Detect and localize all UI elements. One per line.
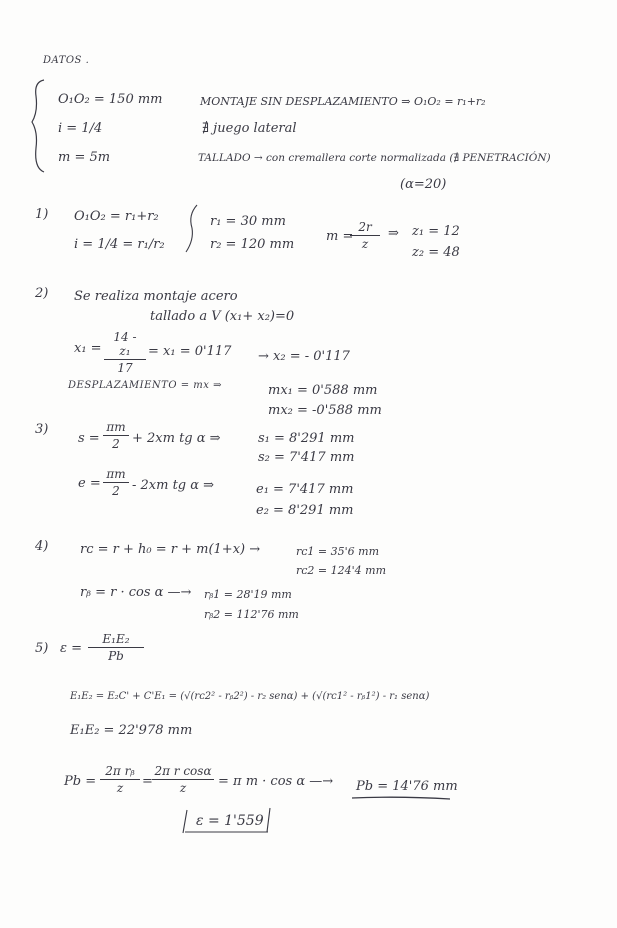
step-number-1: 1) [35, 207, 49, 222]
s3-e-formula-rest: - 2xm tg α ⇒ [132, 478, 215, 493]
s2-x2-result: → x₂ = - 0'117 [258, 349, 350, 364]
s5-pb-value: Pb = 14'76 mm [356, 779, 458, 794]
s5-pb-fraction-1 [100, 764, 140, 795]
s5-eps-numerator: E₁E₂ [88, 632, 144, 648]
s2-x1-numerator: 14 - z₁ [104, 330, 146, 360]
s2-x1-fraction [104, 330, 146, 375]
s5-eps-fraction [88, 632, 144, 663]
s4-rc-formula: rᴄ = r + h₀ = r + m(1+x) → [80, 542, 261, 557]
s5-pb-fraction-2 [152, 764, 214, 795]
datos-tallado: TALLADO → con cremallera corte normalizada (∄ PENETRACIÓN) [198, 152, 551, 164]
s1-m-lhs: m = [326, 229, 354, 244]
s1-m-fraction [350, 220, 380, 251]
s3-e-numerator: πm [103, 467, 129, 483]
step-number-5: 5) [35, 641, 49, 656]
datos-montaje: MONTAJE SIN DESPLAZAMIENTO ⇒ O₁O₂ = r₁+r₂ [200, 95, 486, 108]
s4-rc2: rᴄ2 = 124'4 mm [296, 564, 387, 577]
s3-e-lhs: e = [78, 476, 101, 491]
s1-center-distance: O₁O₂ = r₁+r₂ [74, 209, 159, 224]
s5-eps-denominator: Pb [108, 649, 124, 663]
s5-pb-formula-rest: = π m · cos α —→ [218, 774, 334, 789]
step-number-4: 4) [35, 539, 49, 554]
s5-eps-lhs: ε = [60, 641, 83, 656]
s5-pb-denominator-1: z [116, 781, 124, 795]
s2-mx1: mx₁ = 0'588 mm [268, 383, 378, 398]
step-number-2: 2) [35, 286, 49, 301]
s3-s-fraction [103, 420, 129, 451]
s3-s-denominator: 2 [112, 437, 120, 451]
s2-text-line2: tallado a V (x₁+ x₂)=0 [150, 309, 295, 324]
s3-e-fraction [103, 467, 129, 498]
s3-e1: e₁ = 7'417 mm [256, 482, 354, 497]
equals-sign: = [142, 774, 153, 789]
datos-ratio: i = 1/4 [58, 121, 103, 136]
s4-rc1: rᴄ1 = 35'6 mm [296, 545, 380, 558]
s3-s2: s₂ = 7'417 mm [258, 450, 355, 465]
s2-x1-result: = x₁ = 0'117 [148, 344, 232, 359]
s3-s1: s₁ = 8'291 mm [258, 431, 355, 446]
s5-pb-denominator-2: z [179, 781, 187, 795]
s5-e1e2-value: E₁E₂ = 22'978 mm [70, 723, 193, 738]
s1-z1: z₁ = 12 [412, 224, 460, 239]
step-number-3: 3) [35, 422, 49, 437]
s5-pb-numerator-1: 2π rᵦ [100, 764, 140, 780]
implies-arrow: ⇒ [388, 226, 399, 241]
s5-pb-lhs: Pb = [64, 774, 97, 789]
s2-x1-denominator: 17 [117, 361, 133, 375]
s2-x1-lhs: x₁ = [74, 341, 102, 356]
datos-pressure-angle: (α=20) [400, 177, 447, 192]
s4-rb1: rᵦ1 = 28'19 mm [204, 588, 292, 601]
s4-rb-formula: rᵦ = r · cos α —→ [80, 585, 192, 600]
datos-center-distance: O₁O₂ = 150 mm [58, 92, 163, 107]
s1-z2: z₂ = 48 [412, 245, 460, 260]
s5-contact-ratio-result: ε = 1'559 [196, 813, 264, 829]
s3-e-denominator: 2 [112, 484, 120, 498]
s3-s-lhs: s = [78, 431, 100, 446]
s1-ratio: i = 1/4 = r₁/r₂ [74, 237, 165, 252]
s1-r1: r₁ = 30 mm [210, 214, 286, 229]
s2-mx2: mx₂ = -0'588 mm [268, 403, 382, 418]
s1-m-numerator: 2r [350, 220, 380, 236]
datos-juego: ∄ juego lateral [202, 121, 297, 136]
s3-s-numerator: πm [103, 420, 129, 436]
s1-m-denominator: z [361, 237, 369, 251]
s3-s-formula-rest: + 2xm tg α ⇒ [132, 431, 221, 446]
s3-e2: e₂ = 8'291 mm [256, 503, 354, 518]
s5-e1e2-formula: E₁E₂ = E₂C' + C'E₁ = (√(rᴄ2² - rᵦ2²) - r₂ senα) + (√(rᴄ1² - rᵦ1²) - r₁ senα) [70, 691, 430, 702]
s2-text-line1: Se realiza montaje acero [74, 289, 238, 304]
s4-rb2: rᵦ2 = 112'76 mm [204, 608, 299, 621]
s5-pb-numerator-2: 2π r cosα [152, 764, 214, 780]
datos-heading: DATOS . [43, 55, 90, 66]
datos-module: m = 5m [58, 150, 111, 165]
s2-desplazamiento: DESPLAZAMIENTO = mx ⇒ [68, 380, 222, 391]
s1-r2: r₂ = 120 mm [210, 237, 295, 252]
